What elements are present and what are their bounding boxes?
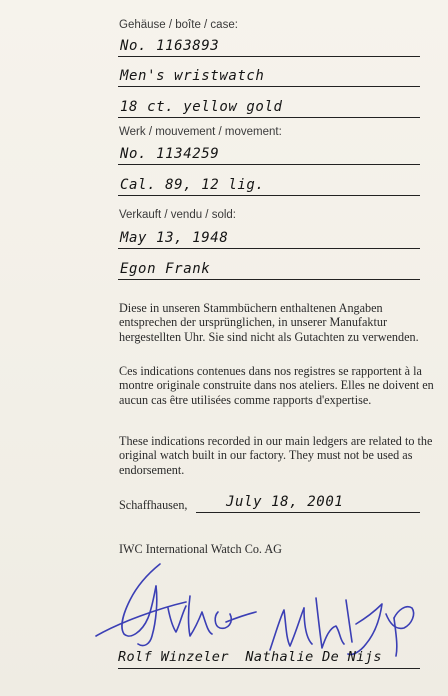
sold-date: May 13, 1948 bbox=[120, 230, 229, 246]
signature-stroke bbox=[270, 608, 304, 650]
case-number: No. 1163893 bbox=[120, 38, 220, 54]
disclaimer-english: These indications recorded in our main ledgers are related to the original watch built in our factory. They must not be used as endorsement. bbox=[119, 434, 433, 477]
movement-caliber-field bbox=[118, 173, 420, 196]
signature-stroke bbox=[316, 598, 344, 648]
signatory-names bbox=[118, 649, 382, 665]
signature-stroke bbox=[348, 604, 382, 655]
signature-stroke bbox=[168, 606, 186, 632]
disclaimer-german: Diese in unseren Stammbüchern enthaltenen Angaben entsprechen der ursprünglichen, in unserer Manufaktur hergestellten Uhr. Sie sind nicht als Gutachten zu verwenden. bbox=[119, 301, 419, 344]
issued-place: Schaffhausen, bbox=[119, 498, 188, 512]
case-material-field bbox=[118, 95, 420, 118]
handwritten-signatures bbox=[90, 552, 430, 662]
movement-caliber: Cal. 89, 12 lig. bbox=[120, 177, 265, 193]
movement-number: No. 1134259 bbox=[120, 146, 220, 162]
case-label: Gehäuse / boîte / case: bbox=[119, 19, 238, 31]
signature-line bbox=[118, 668, 420, 669]
movement-label: Werk / mouvement / movement: bbox=[119, 126, 282, 138]
signature-stroke bbox=[189, 596, 213, 636]
signatory-first: Rolf Winzeler bbox=[118, 649, 229, 665]
company-name: IWC International Watch Co. AG bbox=[119, 542, 282, 556]
sold-buyer: Egon Frank bbox=[120, 261, 211, 277]
issued-date-field bbox=[196, 494, 420, 513]
signature-stroke bbox=[346, 600, 352, 642]
sold-buyer-field bbox=[118, 257, 420, 280]
signature-stroke bbox=[386, 607, 414, 629]
sold-date-field bbox=[118, 226, 420, 249]
signature-stroke bbox=[394, 618, 397, 656]
signature-stroke bbox=[96, 602, 186, 636]
case-material: 18 ct. yellow gold bbox=[120, 99, 283, 115]
signatory-second: Nathalie De Nijs bbox=[245, 649, 382, 665]
case-number-field bbox=[118, 34, 420, 57]
case-type-field bbox=[118, 64, 420, 87]
sold-label: Verkauft / vendu / sold: bbox=[119, 209, 236, 221]
movement-number-field bbox=[118, 142, 420, 165]
disclaimer-french: Ces indications contenues dans nos registres se rapportent à la montre originale construite dans nos ateliers. Elles ne doivent en aucun cas être utilisées comme rapports d'expertise. bbox=[119, 364, 434, 407]
issued-date: July 18, 2001 bbox=[226, 494, 344, 510]
signature-stroke bbox=[304, 608, 312, 644]
case-type: Men's wristwatch bbox=[120, 68, 265, 84]
